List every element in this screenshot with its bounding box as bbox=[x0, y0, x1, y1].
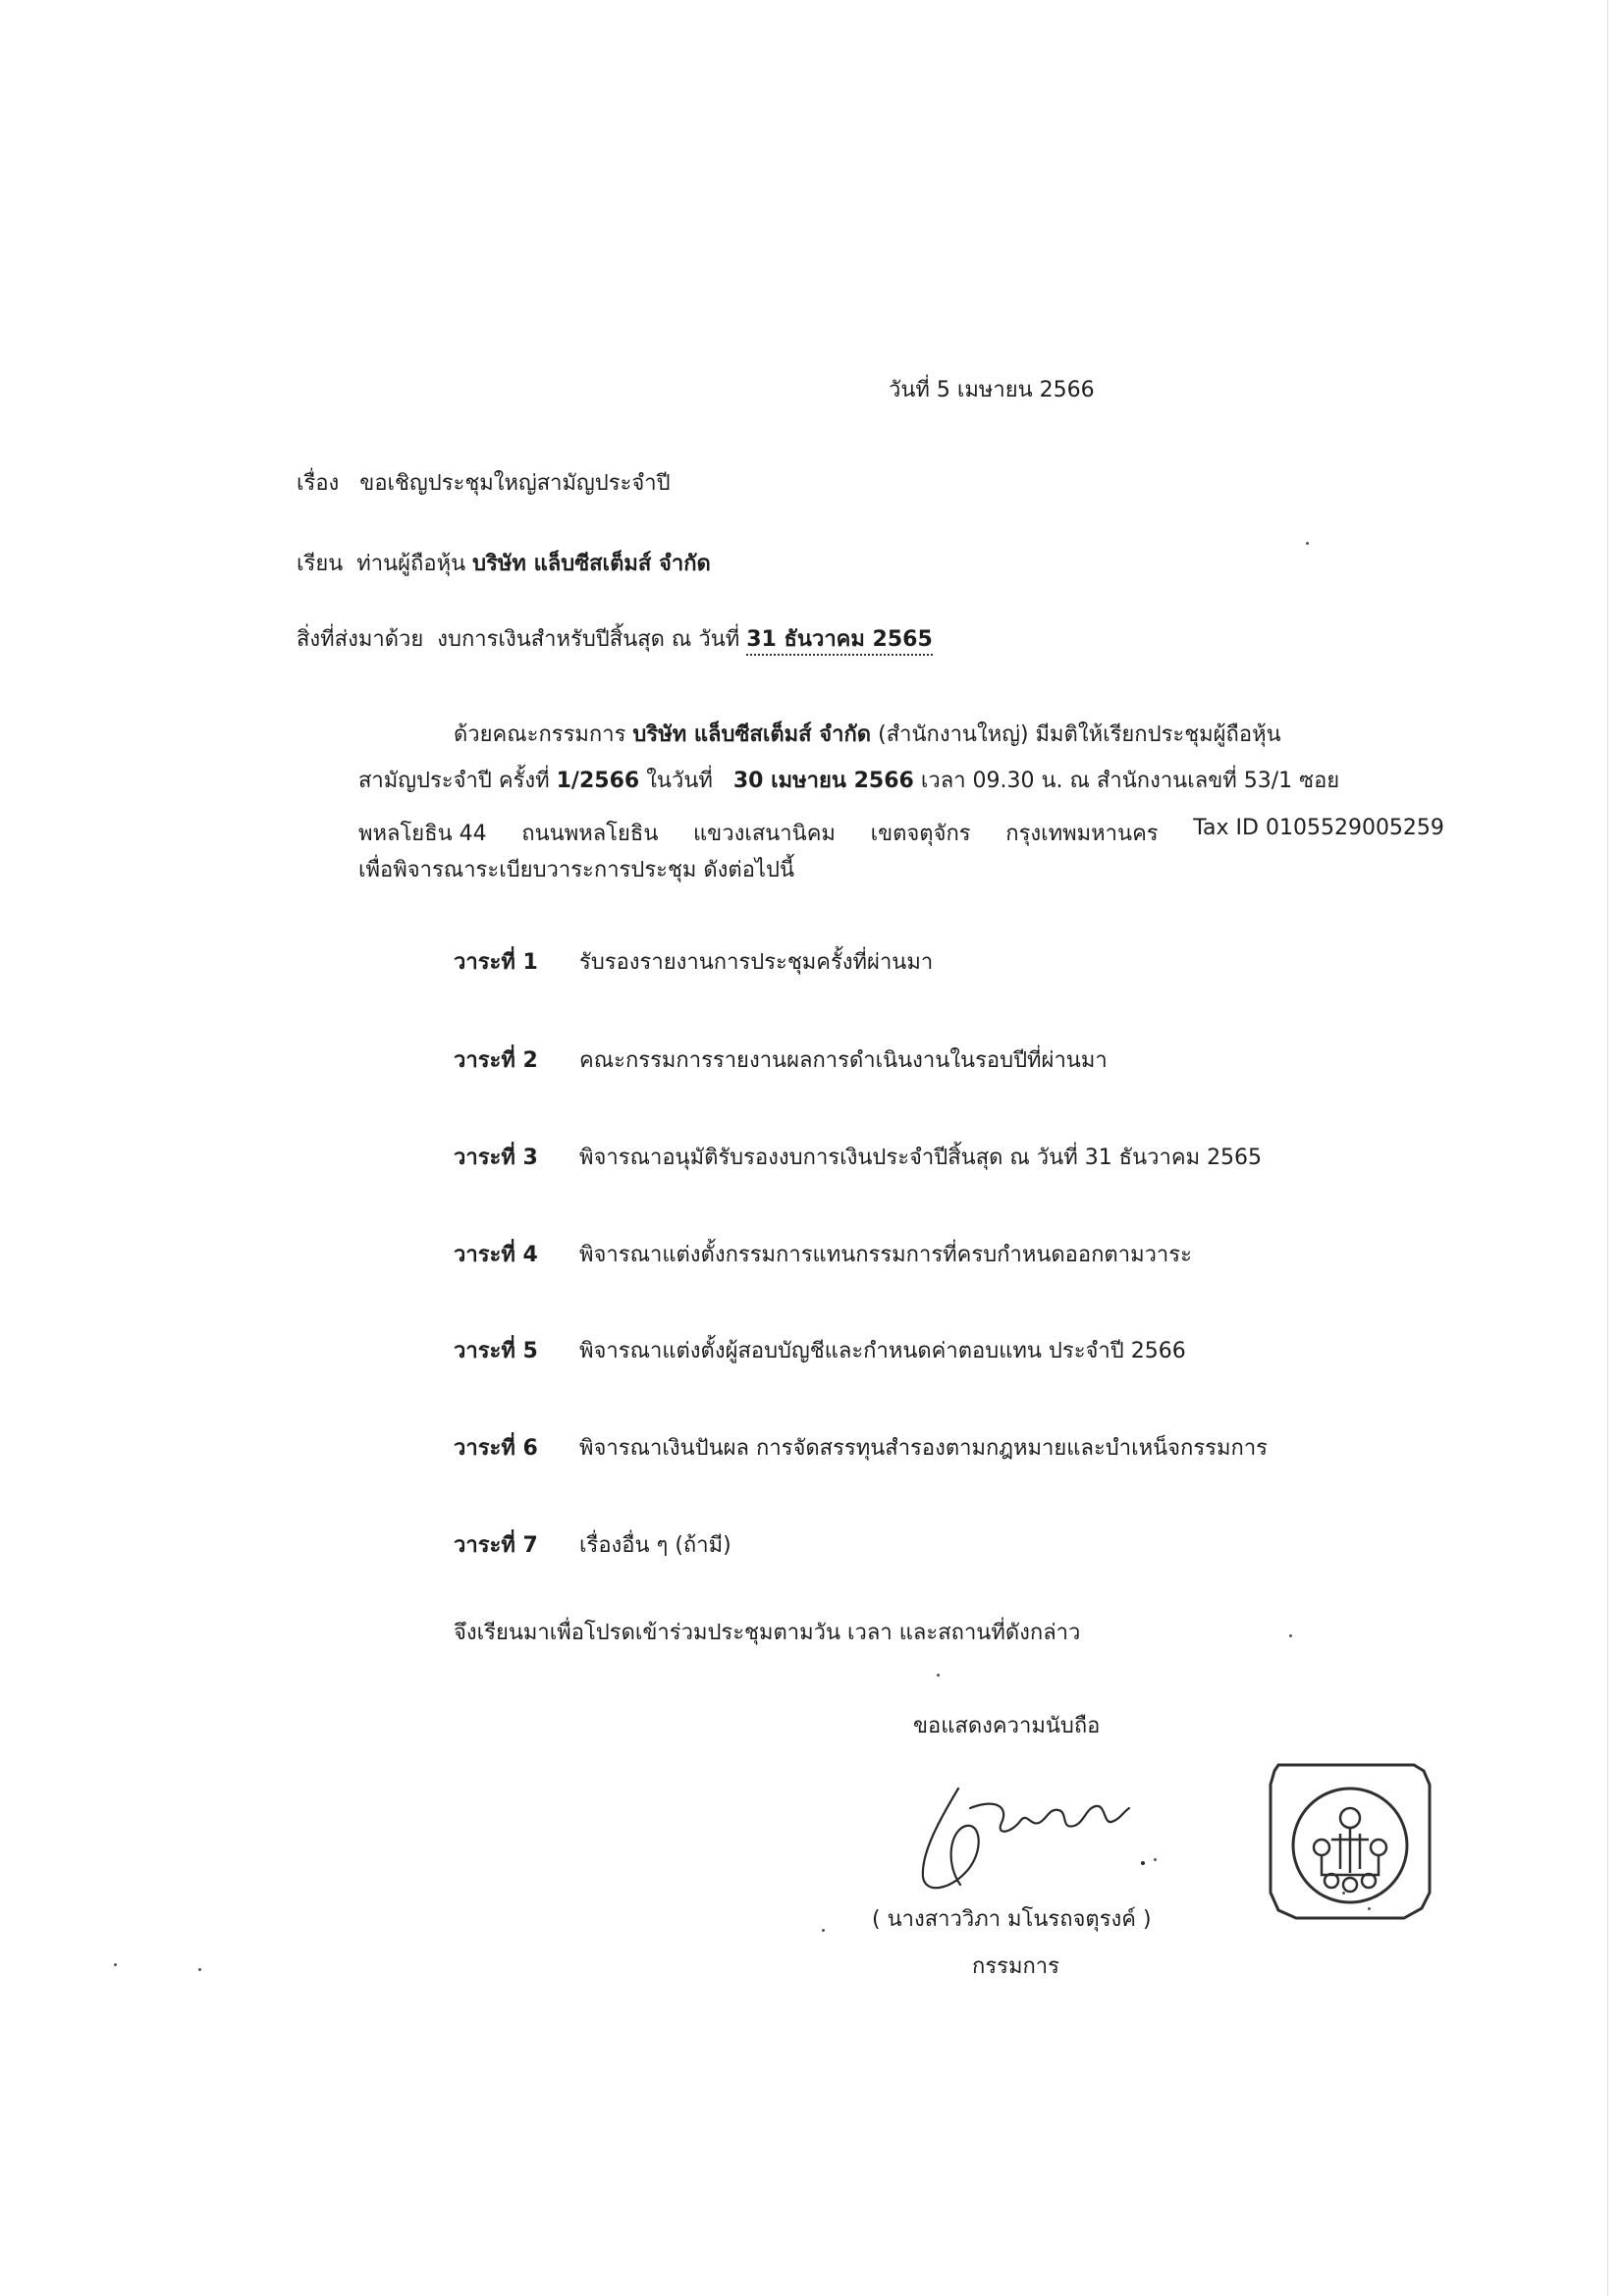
recipient-line bbox=[297, 554, 711, 575]
body-l2-text: สามัญประจำปี ครั้งที่ bbox=[358, 769, 550, 793]
agenda-text: เรื่องอื่น ๆ (ถ้ามี) bbox=[579, 1533, 731, 1558]
enclosure-label: สิ่งที่ส่งมาด้วย bbox=[297, 627, 424, 652]
scan-speck bbox=[1368, 1907, 1371, 1910]
agenda-text: พิจารณาเงินปันผล การจัดสรรทุนสำรองตามกฎหมายและบำเหน็จกรรมการ bbox=[579, 1436, 1268, 1461]
scan-speck bbox=[1154, 1858, 1157, 1861]
scan-edge-line bbox=[1607, 0, 1608, 2296]
regards-text: ขอแสดงความนับถือ bbox=[913, 1714, 1101, 1738]
recipient-label: เรียน bbox=[297, 552, 344, 576]
subject-label: เรื่อง bbox=[297, 471, 340, 496]
body-line-3 bbox=[358, 816, 1444, 850]
scan-speck bbox=[937, 1674, 940, 1677]
scan-speck bbox=[1342, 1892, 1345, 1895]
closing-text: จึงเรียนมาเพื่อโปรดเข้าร่วมประชุมตามวัน เวลา และสถานที่ดังกล่าว bbox=[454, 1621, 1081, 1645]
body-l2-date: 30 เมษายน 2566 bbox=[732, 769, 914, 793]
body-l2-date-label: ในวันที่ bbox=[646, 769, 713, 793]
agenda-text: พิจารณาแต่งตั้งกรรมการแทนกรรมการที่ครบกำหนดออกตามวาระ bbox=[579, 1243, 1192, 1267]
body-line-4: เพื่อพิจารณาระเบียบวาระการประชุม ดังต่อไปนี้ bbox=[358, 858, 794, 882]
letter-date: วันที่ 5 เมษายน 2566 bbox=[889, 378, 1095, 402]
enclosure-line bbox=[297, 629, 933, 651]
agenda-text: คณะกรรมการรายงานผลการดำเนินงานในรอบปีที่ผ่านมา bbox=[579, 1048, 1108, 1073]
agenda-number: วาระที่ 7 bbox=[454, 1533, 538, 1558]
scan-speck bbox=[114, 1963, 117, 1966]
address-province: กรุงเทพมหานคร bbox=[1005, 822, 1159, 846]
address-district: เขตจตุจักร bbox=[870, 822, 971, 846]
body-line-1 bbox=[454, 724, 1281, 746]
subject-line bbox=[297, 473, 671, 495]
agenda-number: วาระที่ 6 bbox=[454, 1436, 538, 1461]
body-l1-company: บริษัท แล็บซีสเต็มส์ จำกัด bbox=[632, 722, 872, 747]
recipient-text: ท่านผู้ถือหุ้น bbox=[356, 552, 466, 576]
body-l2-number: 1/2566 bbox=[556, 769, 640, 793]
subject-text: ขอเชิญประชุมใหญ่สามัญประจำปี bbox=[359, 471, 671, 496]
body-l1-rest: (สำนักงานใหญ่) มีมติให้เรียกประชุมผู้ถือหุ้น bbox=[878, 722, 1281, 747]
enclosure-text: งบการเงินสำหรับปีสิ้นสุด ณ วันที่ bbox=[437, 627, 740, 652]
agenda-text: พิจารณาแต่งตั้งผู้สอบบัญชีและกำหนดค่าตอบแทน ประจำปี 2566 bbox=[579, 1339, 1186, 1363]
body-line-2 bbox=[358, 771, 1339, 792]
signature-image bbox=[901, 1769, 1157, 1906]
address-road: ถนนพหลโยธิน bbox=[521, 822, 659, 846]
agenda-number: วาระที่ 1 bbox=[454, 950, 538, 975]
agenda-text: รับรองรายงานการประชุมครั้งที่ผ่านมา bbox=[579, 950, 934, 975]
agenda-number: วาระที่ 3 bbox=[454, 1146, 538, 1170]
tax-id: Tax ID 0105529005259 bbox=[1193, 816, 1444, 840]
recipient-company: บริษัท แล็บซีสเต็มส์ จำกัด bbox=[472, 552, 711, 576]
company-seal bbox=[1257, 1745, 1443, 1926]
scan-speck bbox=[1306, 542, 1309, 545]
agenda-number: วาระที่ 2 bbox=[454, 1048, 538, 1073]
scan-speck bbox=[822, 1929, 825, 1932]
agenda-text: พิจารณาอนุมัติรับรองงบการเงินประจำปีสิ้นสุด ณ วันที่ 31 ธันวาคม 2565 bbox=[579, 1146, 1263, 1170]
agenda-number: วาระที่ 5 bbox=[454, 1339, 538, 1363]
address-soi: พหลโยธิน 44 bbox=[358, 822, 487, 846]
signer-name: ( นางสาววิภา มโนรถจตุรงค์ ) bbox=[872, 1907, 1152, 1932]
agenda-number: วาระที่ 4 bbox=[454, 1243, 538, 1267]
scan-speck bbox=[198, 1968, 201, 1971]
enclosure-date: 31 ธันวาคม 2565 bbox=[746, 627, 933, 656]
body-l1-text: ด้วยคณะกรรมการ bbox=[454, 722, 626, 747]
signer-position: กรรมการ bbox=[972, 1954, 1059, 1979]
scan-speck bbox=[1289, 1634, 1292, 1637]
body-l2-rest: เวลา 09.30 น. ณ สำนักงานเลขที่ 53/1 ซอย bbox=[920, 769, 1340, 793]
address-subdistrict: แขวงเสนานิคม bbox=[693, 822, 836, 846]
